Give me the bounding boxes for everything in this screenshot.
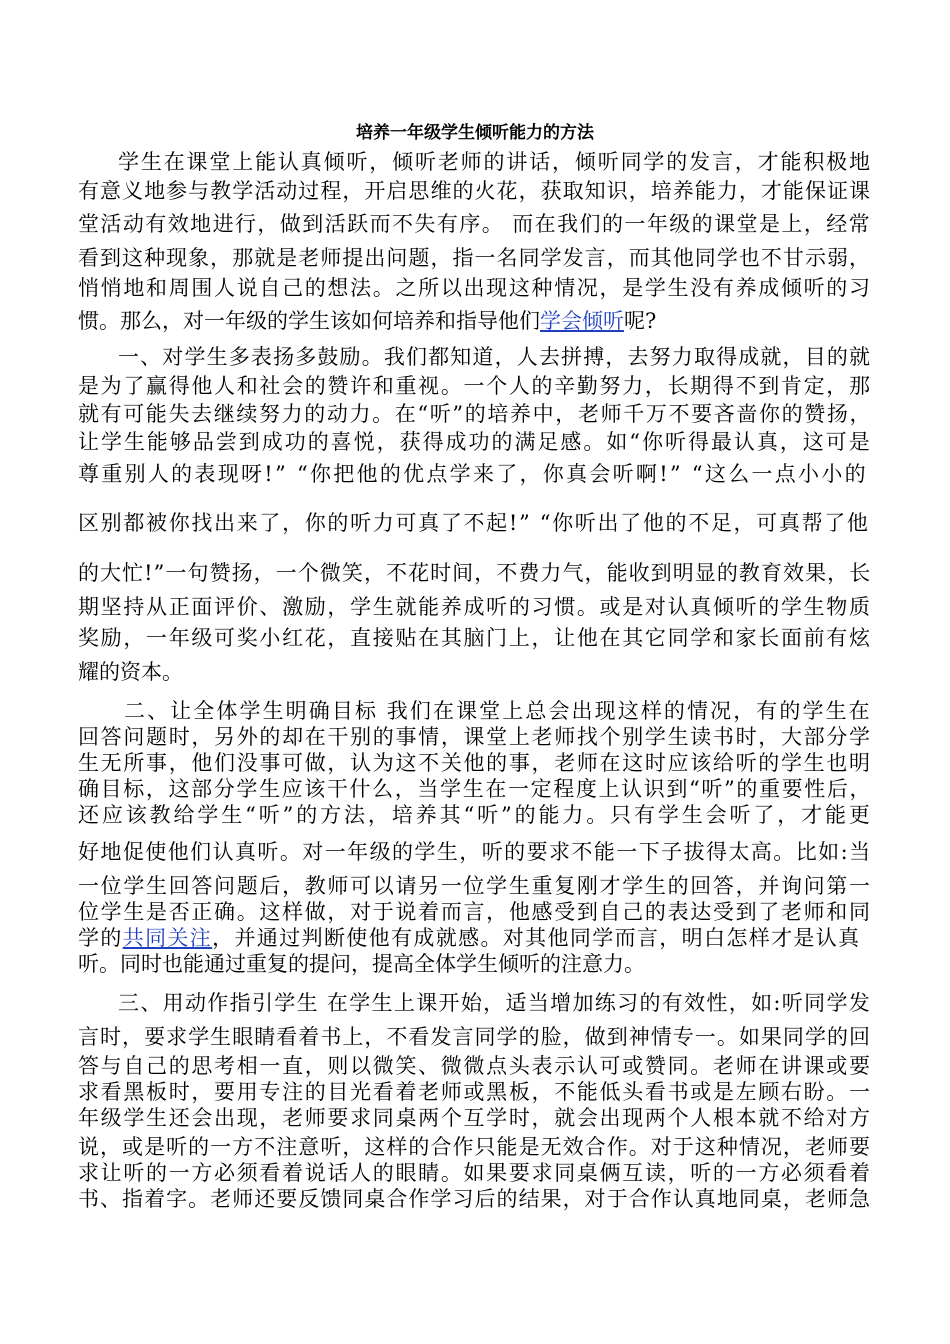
- paragraph-3-line: 二、让全体学生明确目标 我们在课堂上总会出现这样的情况，有的学生在: [124, 699, 872, 723]
- paragraph-1-line: 看到这种现象，那就是老师提出问题，指一名同学发言，而其他同学也不甘示弱，: [78, 246, 872, 270]
- paragraph-4-line: 三、用动作指引学生 在学生上课开始，适当增加练习的有效性，如:听同学发: [118, 991, 872, 1015]
- paragraph-1-line: 有意义地参与教学活动过程，开启思维的火花，获取知识，培养能力，才能保证课: [78, 179, 872, 203]
- paragraph-2-line: 区别都被你找出来了，你的听力可真了不起!” “你听出了他的不足，可真帮了他: [78, 511, 870, 535]
- page-title: 培养一年级学生倾听能力的方法: [356, 123, 594, 143]
- paragraph-1-line: 堂活动有效地进行，做到活跃而不失有序。 而在我们的一年级的课堂是上，经常: [78, 212, 872, 236]
- paragraph-2-line: 就有可能失去继续努力的动力。在“听”的培养中，老师千万不要吝啬你的赞扬，: [78, 402, 873, 426]
- line-text: ，并通过判断使他有成就感。对其他同学而言，明白怎样才是认真: [212, 926, 861, 950]
- paragraph-2-line: 奖励，一年级可奖小红花，直接贴在其脑门上，让他在其它同学和家长面前有炫: [78, 626, 872, 650]
- paragraph-2-line: 的大忙!”一句赞扬，一个微笑，不花时间，不费力气，能收到明显的教育效果，长: [78, 561, 872, 585]
- paragraph-3-line: 听。同时也能通过重复的提问，提高全体学生倾听的注意力。: [78, 952, 645, 976]
- paragraph-3-line: 位学生是否正确。这样做，对于说着而言，他感受到自己的表达受到了老师和同: [78, 900, 872, 924]
- paragraph-2-line: 期坚持从正面评价、激励，学生就能养成听的习惯。或是对认真倾听的学生物质: [78, 595, 872, 619]
- paragraph-3-line: 还应该教给学生“听”的方法，培养其“听”的能力。只有学生会听了，才能更: [78, 803, 873, 827]
- paragraph-4-line: 答与自己的思考相一直，则以微笑、微微点头表示认可或赞同。老师在讲课或要: [78, 1054, 872, 1078]
- paragraph-2-line: 让学生能够品尝到成功的喜悦，获得成功的满足感。如“你听得最认真，这可是: [78, 430, 872, 454]
- paragraph-2-line: 耀的资本。: [78, 660, 183, 684]
- paragraph-1-line: 悄悄地和周围人说自己的想法。之所以出现这种情况，是学生没有养成倾听的习: [78, 276, 872, 300]
- paragraph-2-line: 一、对学生多表扬多鼓励。我们都知道，人去拼搏，去努力取得成就，目的就: [118, 345, 872, 369]
- paragraph-1-line: 学生在课堂上能认真倾听，倾听老师的讲话，倾听同学的发言，才能积极地: [118, 150, 872, 174]
- paragraph-4-line: 书、指着字。老师还要反馈同桌合作学习后的结果，对于合作认真地同桌，老师急: [78, 1187, 872, 1211]
- paragraph-3-line: [78, 924, 861, 952]
- paragraph-2-line: 尊重别人的表现呀!” “你把他的优点学来了，你真会听啊!” “这么一点小小的: [78, 462, 868, 486]
- paragraph-4-line: 言时，要求学生眼睛看着书上，不看发言同学的脸，做到神情专一。如果同学的回: [78, 1025, 872, 1049]
- paragraph-3-line: 确目标，这部分学生应该干什么，当学生在一定程度上认识到“听”的重要性后，: [78, 777, 873, 801]
- paragraph-3-line: 一位学生回答问题后，教师可以请另一位学生重复刚才学生的回答，并询问第一: [78, 874, 872, 898]
- line-text: 呢?: [624, 309, 657, 333]
- line-text: 惯。那么，对一年级的学生该如何培养和指导他们: [78, 309, 540, 333]
- paragraph-4-line: 求让听的一方必须看着说话人的眼睛。如果要求同桌俩互读，听的一方必须看着: [78, 1161, 872, 1185]
- line-text: 学的: [78, 926, 123, 950]
- paragraph-4-line: 年级学生还会出现，老师要求同桌两个互学时，就会出现两个人根本就不给对方: [78, 1106, 872, 1130]
- learn-to-listen-link[interactable]: 学会倾听: [540, 309, 624, 333]
- paragraph-4-line: 求看黑板时，要用专注的目光看着老师或黑板，不能低头看书或是左顾右盼。一: [78, 1080, 872, 1104]
- joint-attention-link[interactable]: 共同关注: [122, 926, 213, 950]
- paragraph-4-line: 说，或是听的一方不注意听，这样的合作只能是无效合作。对于这种情况，老师要: [78, 1135, 872, 1159]
- paragraph-2-line: 是为了赢得他人和社会的赞许和重视。一个人的辛勤努力，长期得不到肯定，那: [78, 374, 872, 398]
- paragraph-3-line: 生无所事，他们没事可做，认为这不关他的事，老师在这时应该给听的学生也明: [78, 751, 872, 775]
- paragraph-3-line: 回答问题时，另外的却在干别的事情，课堂上老师找个别学生读书时，大部分学: [78, 725, 872, 749]
- paragraph-1-line: [78, 307, 656, 335]
- paragraph-3-line: 好地促使他们认真听。对一年级的学生，听的要求不能一下子拔得太高。比如:当: [78, 840, 872, 864]
